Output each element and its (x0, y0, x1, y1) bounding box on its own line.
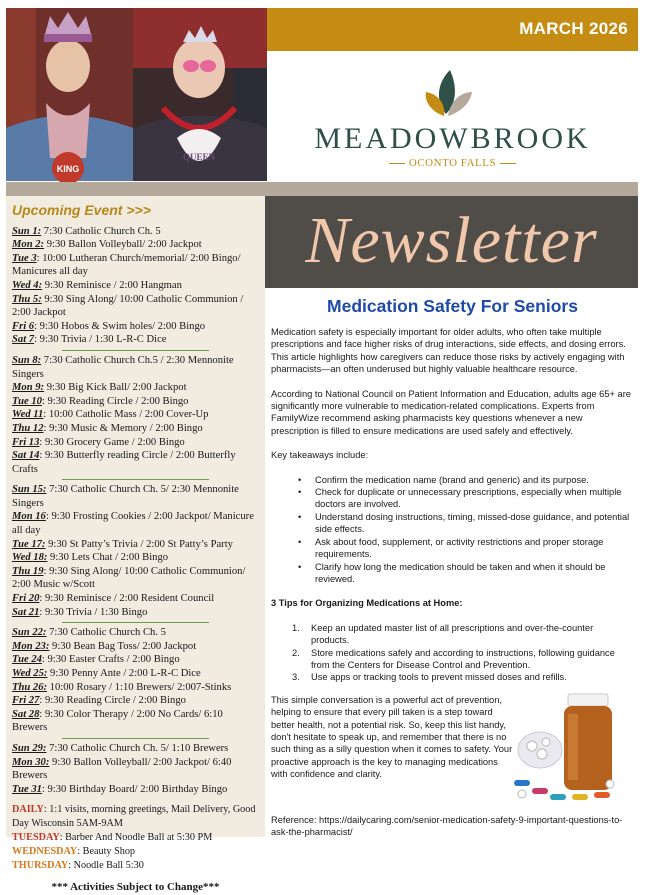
event-text: : 9:30 Reading Circle / 2:00 Bingo (41, 395, 189, 407)
event-entry (12, 436, 259, 450)
event-entry (12, 538, 259, 552)
event-text: 9:30 Big Kick Ball/ 2:00 Jackpot (44, 382, 187, 394)
subject-to-change-note: *** Activities Subject to Change*** (51, 881, 220, 894)
event-entry (12, 783, 259, 797)
weekly-schedule (12, 803, 259, 873)
event-day: Wed 25: (12, 668, 48, 679)
takeaway-item: • Confirm the medication name (brand and generic) and its purpose. (271, 474, 631, 486)
event-day: Sun 15: (12, 484, 47, 496)
event-day: Thu 5: (12, 293, 42, 305)
event-day: Fri 6 (12, 320, 35, 332)
event-entry (12, 381, 259, 395)
event-entry (12, 742, 259, 756)
newsletter-banner (265, 196, 638, 288)
event-entry (12, 422, 259, 436)
tips-heading: 3 Tips for Organizing Medications at Home: (271, 598, 463, 609)
event-text: : 9:30 Frosting Cookies / 2:00 Jackpot/ Manicure all day (12, 511, 254, 537)
event-day: Sun 29: (12, 742, 47, 754)
event-entry (12, 279, 259, 293)
takeaways-list (271, 474, 631, 586)
event-entry (12, 626, 259, 640)
article-paragraph: According to National Council on Patient Information and Education, adults age 65+ are significantly more vulnerable to medication-related complications. Experts from FamilyWize recommend asking pharmacists key questions whenever a new prescription is filled to ensure medications are used safely and effectively. (271, 388, 631, 436)
month-label: MARCH 2026 (519, 19, 628, 38)
event-day: Tue 3 (12, 252, 37, 264)
schedule-label: WEDNESDAY (12, 846, 78, 858)
event-day: Sun 22: (12, 627, 47, 639)
closing-paragraph: This simple conversation is a powerful act of prevention, helping to ensure that every pill taken is a step toward better health, not a potential risk. So, keep this list handy, don't hesitate to speak up, and remember that there is no such thing as a silly question when it comes to safety. Your proactive approach is the key to managing medications with confidence and clarity. (271, 694, 513, 780)
tip-text: Keep an updated master list of all prescriptions and over-the-counter products. (311, 622, 594, 646)
event-entry (12, 293, 259, 320)
event-entry (12, 551, 259, 565)
event-entry (12, 238, 259, 252)
event-day: Mon 16 (12, 511, 46, 523)
event-text: : 9:30 Reading Circle / 2:00 Bingo (39, 695, 186, 707)
event-text: 9:30 Ballon Volleyball/ 2:00 Jackpot (44, 239, 202, 251)
takeaway-item: • Check for duplicate or unnecessary prescriptions, especially when multiple doctors are involved. (271, 486, 631, 511)
event-text: 7:30 Catholic Church Ch. 5 (41, 225, 161, 237)
event-entry (12, 606, 259, 620)
brand-subtitle (267, 157, 638, 169)
event-day: Sun 8: (12, 354, 42, 366)
event-day: Thu 12 (12, 422, 44, 434)
event-day: Wed 11 (12, 409, 44, 421)
article-intro: Medication safety is especially important for older adults, who often take multiple prescriptions and face higher risks of drug interactions, side effects, and dosing errors. This article highlights how caregivers can reduce those risks by actively engaging with pharmacists—an often underused but highly valuable healthcare resource. (271, 327, 626, 375)
week-separator (62, 350, 209, 351)
event-text: : 9:30 Sing Along/ 10:00 Catholic Communion/ 2:00 Music w/Scott (12, 565, 246, 591)
event-day: Wed 4: (12, 279, 43, 291)
event-day: Fri 27 (12, 695, 40, 707)
event-day: Mon 2: (12, 239, 45, 251)
event-text: : 9:30 Birthday Board/ 2:00 Birthday Bingo (41, 783, 228, 795)
event-day: Fri 20 (12, 593, 40, 605)
event-entry (12, 708, 259, 735)
event-text: 7:30 Catholic Church Ch. 5/ 2:30 Mennonite Singers (12, 484, 239, 509)
tip-item: 3. Use apps or tracking tools to prevent missed doses and refills. (292, 672, 567, 683)
event-entry (12, 252, 259, 279)
event-day: Thu 19 (12, 565, 44, 577)
event-entry (12, 681, 259, 695)
event-text: : 9:30 Music & Memory / 2:00 Bingo (43, 422, 203, 434)
schedule-line (12, 803, 259, 831)
event-text: 9:30 St Patty’s Trivia / 2:00 St Patty’s Party (45, 538, 233, 550)
schedule-text: : Noodle Ball 5:30 (68, 860, 144, 872)
medication-illustration (510, 688, 628, 808)
event-text: 9:30 Lets Chat / 2:00 Bingo (47, 552, 169, 564)
brand-name: MEADOWBROOK (314, 122, 591, 155)
tip-item: 1. Keep an updated master list of all prescriptions and over-the-counter products. (292, 622, 594, 646)
event-entry (12, 449, 259, 476)
event-text: 9:30 Penny Ante / 2:00 L-R-C Dice (47, 668, 201, 679)
event-entry (12, 756, 259, 783)
week-separator (62, 622, 209, 623)
event-text: 9:30 Bean Bag Toss/ 2:00 Jackpot (49, 640, 197, 652)
schedule-line (12, 831, 259, 845)
leaf-logo-icon (414, 62, 478, 124)
queen-label: QUEEN (182, 152, 216, 162)
event-day: Fri 13 (12, 436, 40, 448)
schedule-text: : 1:1 visits, morning greetings, Mail Delivery, Good Day Wisconsin 5AM-9AM (12, 804, 256, 830)
event-day: Sat 21 (12, 606, 40, 618)
event-day: Mon 23: (12, 640, 50, 652)
event-entry (12, 592, 259, 606)
schedule-text: : Barber And Noodle Ball at 5:30 PM (59, 832, 213, 844)
header-divider (6, 182, 638, 196)
event-entry (12, 333, 259, 347)
event-text: 7:30 Catholic Church Ch. 5 (46, 627, 166, 639)
event-text: : 9:30 Trivia / 1:30 Bingo (39, 606, 148, 618)
event-entry (12, 510, 259, 537)
event-day: Sat 7 (12, 334, 35, 346)
schedule-line (12, 859, 259, 873)
event-text: : 9:30 Hobos & Swim holes/ 2:00 Bingo (34, 320, 206, 332)
event-text: : 9:30 Grocery Game / 2:00 Bingo (39, 436, 185, 448)
takeaways-heading: Key takeaways include: (271, 450, 369, 461)
event-text: 9:30 Reminisce / 2:00 Hangman (42, 279, 182, 291)
event-text: : 10:00 Lutheran Church/memorial/ 2:00 Bingo/ Manicures all day (12, 252, 241, 278)
event-entry (12, 653, 259, 667)
event-entry (12, 408, 259, 422)
schedule-label: DAILY (12, 804, 44, 816)
newsletter-title: Newsletter (305, 204, 598, 277)
article-title: Medication Safety For Seniors (327, 296, 578, 316)
takeaway-item: • Understand dosing instructions, timing, missed-dose guidance, and potential side effects. (271, 511, 631, 536)
event-day: Tue 17: (12, 538, 46, 550)
event-day: Sat 28 (12, 708, 40, 720)
reference-text: Reference: https://dailycaring.com/senior-medication-safety-9-important-questions-to-ask-the-pharmacist/ (271, 815, 623, 838)
event-text: : 9:30 Trivia / 1:30 L-R-C Dice (34, 334, 167, 346)
month-bar (267, 8, 638, 51)
event-entry (12, 320, 259, 334)
event-entry (12, 694, 259, 708)
event-day: Mon 30: (12, 756, 50, 768)
event-text: 9:30 Ballon Volleyball/ 2:00 Jackpot/ 6:40 Brewers (12, 756, 232, 782)
tips-list (271, 622, 631, 684)
event-day: Sat 14 (12, 450, 40, 462)
event-text: : 9:30 Reminisce / 2:00 Resident Council (39, 593, 215, 605)
event-day: Sun 1: (12, 225, 42, 237)
event-list (12, 225, 259, 797)
week-separator (62, 479, 209, 480)
takeaway-item: • Ask about food, supplement, or activity restrictions and proper storage requirements. (271, 536, 631, 561)
events-column (6, 196, 265, 894)
schedule-line (12, 845, 259, 859)
event-entry (12, 395, 259, 409)
event-day: Tue 31 (12, 783, 42, 795)
event-text: : 9:30 Butterfly reading Circle / 2:00 Butterfly Crafts (12, 450, 236, 475)
tip-text: Use apps or tracking tools to prevent missed doses and refills. (311, 672, 567, 683)
event-entry (12, 483, 259, 510)
brand-sub-text: OCONTO FALLS (408, 157, 497, 169)
takeaway-item: • Clarify how long the medication should be taken and when it should be reviewed. (271, 561, 631, 586)
schedule-text: : Beauty Shop (77, 846, 136, 858)
event-text: 10:00 Rosary / 1:10 Brewers/ 2:007-Stinks (47, 681, 232, 693)
event-entry (12, 565, 259, 592)
event-day: Tue 24 (12, 654, 42, 666)
tip-item: 2. Store medications safely and according to instructions, following guidance from the Centers for Disease Control and Prevention. (292, 647, 615, 670)
event-text: 9:30 Sing Along/ 10:00 Catholic Communion / 2:00 Jackpot (12, 293, 244, 319)
event-day: Thu 26: (12, 681, 48, 693)
event-text: : 9:30 Color Therapy / 2:00 No Cards/ 6:10 Brewers (12, 708, 223, 734)
event-entry (12, 667, 259, 681)
event-day: Tue 10 (12, 395, 42, 407)
event-day: Mon 9: (12, 382, 45, 394)
event-entry (12, 640, 259, 654)
king-label: KING (56, 164, 80, 174)
event-text: 7:30 Catholic Church Ch.5 / 2:30 Mennonite Singers (12, 354, 234, 380)
event-text: : 10:00 Catholic Mass / 2:00 Cover-Up (43, 409, 209, 421)
king-photo (6, 8, 133, 181)
schedule-label: THURSDAY (12, 860, 69, 872)
event-text: : 9:30 Easter Crafts / 2:00 Bingo (41, 654, 180, 666)
tip-text: Store medications safely and according to instructions, following guidance from the Centers for Disease Control and Prevention. (311, 647, 615, 670)
event-text: 7:30 Catholic Church Ch. 5/ 1:10 Brewers (46, 742, 229, 754)
schedule-label: TUESDAY (12, 832, 60, 844)
upcoming-heading: Upcoming Event >>> (12, 202, 151, 218)
event-entry (12, 354, 259, 381)
event-entry (12, 225, 259, 239)
queen-photo (133, 8, 267, 181)
week-separator (62, 738, 209, 739)
event-day: Wed 18: (12, 552, 48, 564)
